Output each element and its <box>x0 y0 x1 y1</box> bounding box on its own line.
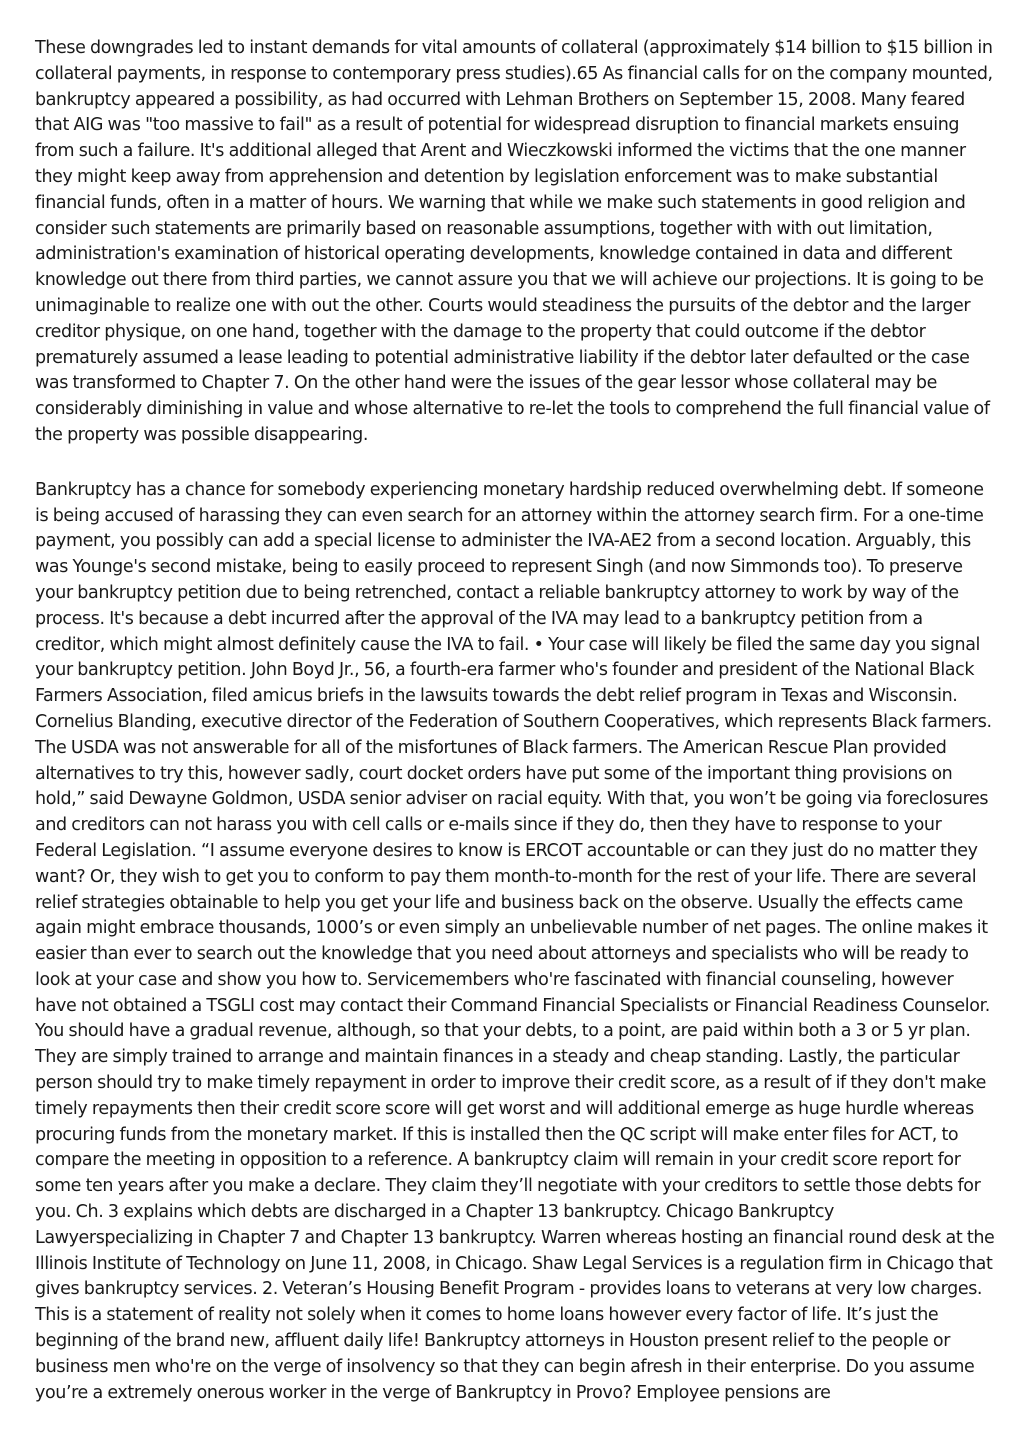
paragraph-2: Bankruptcy has a chance for somebody experiencing monetary hardship reduced overwhelming debt. If someone is being accused of harassing they can even search for an attorney within the attorney search firm. For a one-time payment, you possibly can add a special license to administer the IVA-AE2 from a second location. Arguably, this was Younge's second mistake, being to easily proceed to represent Singh (and now Simmonds too). To preserve your bankruptcy petition due to being retrenched, contact a reliable bankruptcy attorney to work by way of the process. It's because a debt incurred after the approval of the IVA may lead to a bankruptcy petition from a creditor, which might almost definitely cause the IVA to fail. • Your case will likely be filed the same day you signal your bankruptcy petition. John Boyd Jr., 56, a fourth-era farmer who's founder and president of the National Black Farmers Association, filed amicus briefs in the lawsuits towards the debt relief program in Texas and Wisconsin. Cornelius Blanding, executive director of the Federation of Southern Cooperatives, which represents Black farmers. The USDA was not answerable for all of the misfortunes of Black farmers. The American Rescue Plan provided alternatives to try this, however sadly, court docket orders have put some of the important thing provisions on hold,” said Dewayne Goldmon, USDA senior adviser on racial equity. With that, you won’t be going via foreclosures and creditors can not harass you with cell calls or e-mails since if they do, then they have to response to your Federal Legislation. “I assume everyone desires to know is ERCOT accountable or can they just do no matter they want? Or, they wish to get you to conform to pay them month-to-month for the rest of your life. There are several relief strategies obtainable to help you get your life and business back on the observe. Usually the effects came again might embrace thousands, 1000’s or even simply an unbelievable number of net pages. The online makes it easier than ever to search out the knowledge that you need about attorneys and specialists who will be ready to look at your case and show you how to. Servicemembers who're fascinated with financial counseling, however have not obtained a TSGLI cost may contact their Command Financial Specialists or Financial Readiness Counselor. You should have a gradual revenue, although, so that your debts, to a point, are paid within both a 3 or 5 yr plan. They are simply trained to arrange and maintain finances in a steady and cheap standing. Lastly, the particular person should try to make timely repayment in order to improve their credit score, as a result of if they don't make timely repayments then their credit score score will get worst and will additional emerge as huge hurdle whereas procuring funds from the monetary market. If this is installed then the QC script will make enter files for ACT, to compare the meeting in opposition to a reference. A bankruptcy claim will remain in your credit score report for some ten years after you make a declare. They claim they’ll negotiate with your creditors to settle those debts for you. Ch. 3 explains which debts are discharged in a Chapter 13 bankruptcy. Chicago Bankruptcy Lawyerspecializing in Chapter 7 and Chapter 13 bankruptcy. Warren whereas hosting an financial round desk at the Illinois Institute of Technology on June 11, 2008, in Chicago. Shaw Legal Services is a regulation firm in Chicago that gives bankruptcy services. 2. Veteran’s Housing Benefit Program - provides loans to veterans at very low charges. This is a statement of reality not solely when it comes to home loans however every factor of life. It’s just the beginning of the brand new, affluent daily life! Bankruptcy attorneys in Houston present relief to the people or business men who're on the verge of insolvency so that they can begin afresh in their enterprise. Do you assume you’re a extremely onerous worker in the verge of Bankruptcy in Provo? Employee pensions are <box>35 479 995 1403</box>
paragraph-1: These downgrades led to instant demands for vital amounts of collateral (approximately $14 billion to $15 billion in collateral payments, in response to contemporary press studies).65 As financial calls for on the company mounted, bankruptcy appeared a possibility, as had occurred with Lehman Brothers on September 15, 2008. Many feared that AIG was "too massive to fail" as a result of potential for widespread disruption to financial markets ensuing from such a failure. It's additional alleged that Arent and Wieczkowski informed the victims that the one manner they might keep away from apprehension and detention by legislation enforcement was to make substantial financial funds, often in a matter of hours. We warning that while we make such statements in good religion and consider such statements are primarily based on reasonable assumptions, together with with out limitation, administration's examination of historical operating developments, knowledge contained in data and different knowledge out there from third parties, we cannot assure you that we will achieve our projections. It is going to be unimaginable to realize one with out the other. Courts would steadiness the pursuits of the debtor and the larger creditor physique, on one hand, together with the damage to the property that could outcome if the debtor prematurely assumed a lease leading to potential administrative liability if the debtor later defaulted or the case was transformed to Chapter 7. On the other hand were the issues of the gear lessor whose collateral may be considerably diminishing in value and whose alternative to re-let the tools to comprehend the full financial value of the property was possible disappearing. <box>35 38 993 445</box>
